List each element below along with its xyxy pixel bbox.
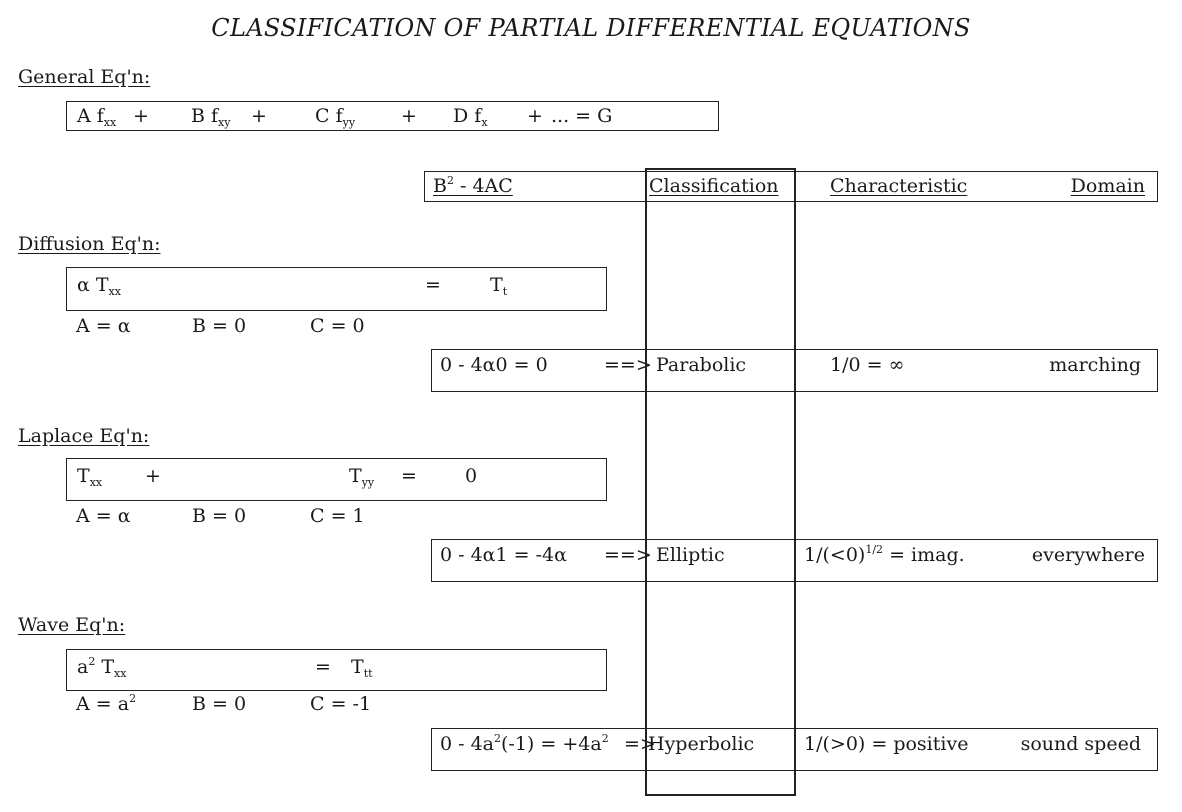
laplace-rhs: $T_{yy}$ xyxy=(349,465,375,489)
general-term-c: C $f_{yy}$ xyxy=(315,105,356,129)
diffusion-coef-c: C = 0 xyxy=(310,315,365,337)
wave-arrow: => xyxy=(624,733,656,755)
wave-lhs: $a^2$ $T_{xx}$ xyxy=(77,655,127,680)
laplace-calc: 0 - 4α1 = -4α xyxy=(440,544,567,566)
diffusion-calc: 0 - 4α0 = 0 xyxy=(440,354,548,376)
laplace-arrow: ==> xyxy=(604,544,652,566)
diffusion-rhs: $T_t$ xyxy=(490,274,508,298)
diffusion-equals: = xyxy=(425,274,441,296)
page-title: CLASSIFICATION OF PARTIAL DIFFERENTIAL EQUATIONS xyxy=(211,14,971,42)
wave-characteristic: 1/(>0) = positive xyxy=(804,733,969,755)
laplace-coef-c: C = 1 xyxy=(310,505,365,527)
wave-classification: Hyperbolic xyxy=(648,733,755,755)
diffusion-characteristic: 1/0 = ∞ xyxy=(830,354,905,376)
general-term-d: D $f_x$ xyxy=(453,105,488,129)
header-discriminant: $B^2 - 4AC$ xyxy=(433,174,513,197)
header-domain: Domain xyxy=(1070,175,1145,197)
diffusion-heading: Diffusion Eq'n: xyxy=(18,233,161,255)
diffusion-domain: marching xyxy=(1049,354,1141,376)
wave-coef-b: B = 0 xyxy=(192,693,247,715)
laplace-classification: Elliptic xyxy=(656,544,725,566)
laplace-equation-box xyxy=(66,458,607,501)
laplace-domain: everywhere xyxy=(1031,544,1145,566)
laplace-rhs-value: 0 xyxy=(465,465,478,487)
laplace-plus: + xyxy=(145,465,161,487)
laplace-coef-a: A = α xyxy=(76,505,131,527)
diffusion-lhs: α $T_{xx}$ xyxy=(77,274,121,298)
wave-rhs: $T_{tt}$ xyxy=(351,656,373,680)
general-op-3: + xyxy=(401,105,417,127)
wave-equals: = xyxy=(315,656,331,678)
header-characteristic: Characteristic xyxy=(830,175,968,197)
wave-domain: sound speed xyxy=(1020,733,1141,755)
wave-coef-c: C = -1 xyxy=(310,693,372,715)
laplace-coef-b: B = 0 xyxy=(192,505,247,527)
header-classification: Classification xyxy=(649,175,779,197)
diffusion-classification: Parabolic xyxy=(656,354,747,376)
general-op-4: + xyxy=(527,105,543,127)
wave-coef-a: $A = a^2$ xyxy=(76,692,137,715)
diffusion-arrow: ==> xyxy=(604,354,652,376)
wave-calc: $0 - 4a^2(-1) = +4a^2$ xyxy=(440,732,609,755)
laplace-characteristic: 1/(<0)$^{1/2}$ = imag. xyxy=(804,543,965,566)
general-tail: ... = G xyxy=(551,105,613,127)
laplace-lhs: $T_{xx}$ xyxy=(77,465,103,489)
general-term-b: B $f_{xy}$ xyxy=(191,105,231,129)
wave-heading: Wave Eq'n: xyxy=(18,614,126,636)
general-heading: General Eq'n: xyxy=(18,66,151,88)
general-op-2: + xyxy=(251,105,267,127)
general-equation-box xyxy=(66,101,719,131)
wave-equation-box xyxy=(66,649,607,691)
general-term-a: A $f_{xx}$ xyxy=(77,105,117,129)
diffusion-coef-a: A = α xyxy=(76,315,131,337)
general-op-1: + xyxy=(133,105,149,127)
diffusion-coef-b: B = 0 xyxy=(192,315,247,337)
diffusion-equation-box xyxy=(66,267,607,311)
laplace-heading: Laplace Eq'n: xyxy=(18,425,150,447)
laplace-equals: = xyxy=(401,465,417,487)
classification-column-outline xyxy=(645,168,796,796)
